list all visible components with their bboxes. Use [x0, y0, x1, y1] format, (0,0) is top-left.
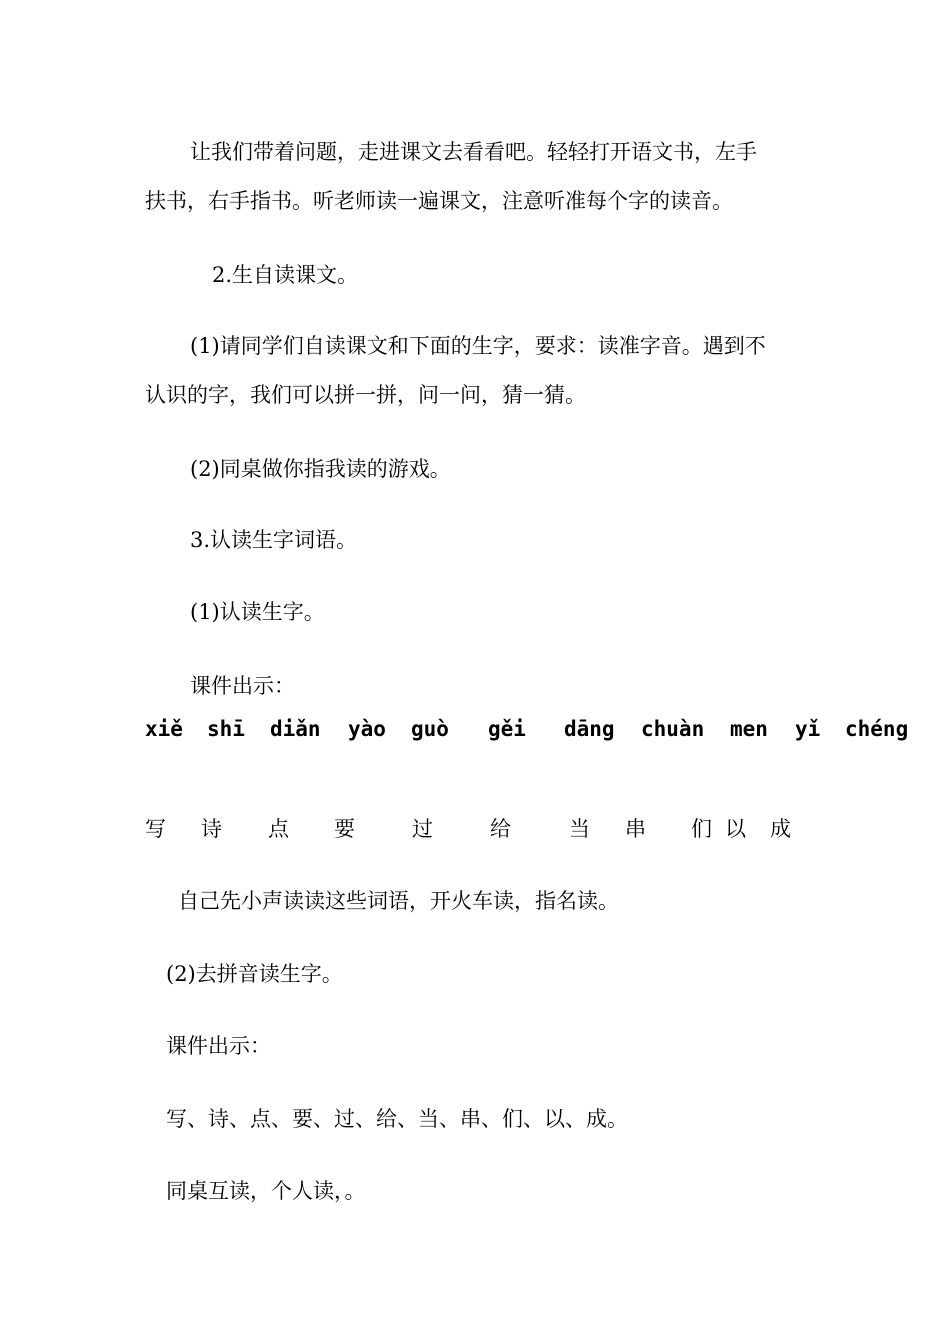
courseware-label-1: 课件出示：: [190, 674, 295, 698]
step-3-item-1: (1)认读生字。: [190, 600, 325, 624]
character-yao: 要: [334, 817, 355, 841]
step-2-heading: 2.生自读课文。: [212, 263, 359, 287]
step-2-item-1-line-2: 认识的字，我们可以拼一拼，问一问，猜一猜。: [145, 383, 586, 407]
paragraph-intro-line-1: 让我们带着问题，走进课文去看看吧。轻轻打开语文书，左手: [190, 140, 757, 164]
paragraph-intro-line-2: 扶书，右手指书。听老师读一遍课文，注意听准每个字的读音。: [145, 189, 733, 213]
courseware-label-2: 课件出示：: [166, 1034, 271, 1058]
pinyin-yi: yǐ: [795, 717, 821, 741]
character-shi: 诗: [201, 817, 222, 841]
character-dian: 点: [268, 817, 289, 841]
character-chuan: 串: [625, 817, 646, 841]
step-2-item-1-line-1: (1)请同学们自读课文和下面的生字，要求：读准字音。遇到不: [190, 334, 766, 358]
character-cheng: 成: [770, 817, 791, 841]
character-men: 们: [691, 817, 712, 841]
pinyin-shi: shī: [207, 717, 245, 741]
character-guo: 过: [412, 817, 433, 841]
character-xie: 写: [145, 817, 166, 841]
pinyin-dian: diǎn: [270, 717, 321, 741]
character-yi: 以: [725, 817, 746, 841]
step-2-item-2: (2)同桌做你指我读的游戏。: [190, 457, 451, 481]
reading-instruction: 自己先小声读读这些词语，开火车读，指名读。: [178, 889, 619, 913]
pinyin-guo: guò: [411, 717, 449, 741]
character-list: 写、诗、点、要、过、给、当、串、们、以、成。: [166, 1107, 628, 1131]
desk-partner-reading: 同桌互读，个人读，。: [166, 1179, 366, 1203]
pinyin-cheng: chéng: [845, 717, 909, 741]
pinyin-chuan: chuàn: [641, 717, 705, 741]
character-gei: 给: [490, 817, 511, 841]
pinyin-men: men: [730, 717, 768, 741]
step-3-heading: 3.认读生字词语。: [190, 528, 358, 552]
character-dang: 当: [569, 817, 590, 841]
pinyin-dang: dāng: [564, 717, 615, 741]
step-3-item-2: (2)去拼音读生字。: [166, 962, 343, 986]
pinyin-yao: yào: [348, 717, 386, 741]
pinyin-xie: xiě: [145, 717, 183, 741]
pinyin-gei: gěi: [488, 717, 526, 741]
